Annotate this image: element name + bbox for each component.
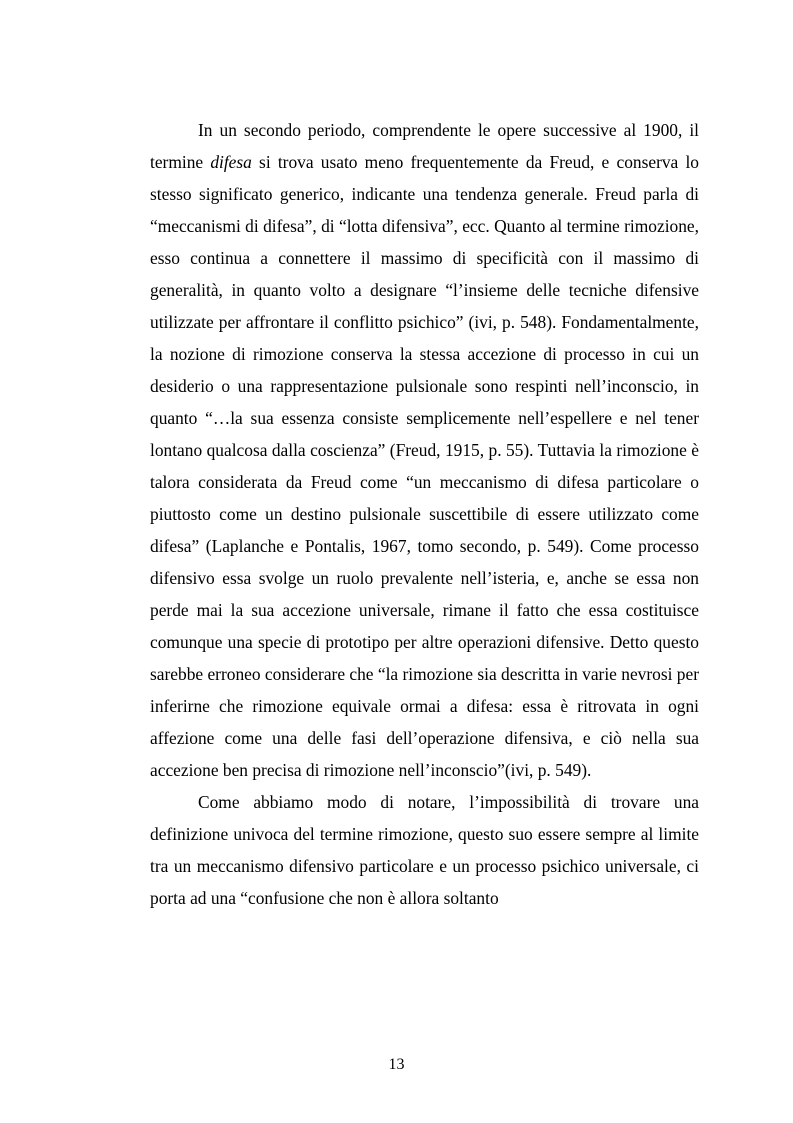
page-body <box>150 114 699 914</box>
paragraph-1-text-rest: si trova usato meno frequentemente da Freud, e conserva lo stesso significato generico, indicante una tendenza generale. Freud parla di “meccanismi di difesa”, di “lotta difensiva”, ecc. Quanto al termine rimozione, esso continua a connettere il massimo di specificità con il massimo di generalità, in quanto volto a designare “l’insieme delle tecniche difensive utilizzate per affrontare il conflitto psichico” (ivi, p. 548). Fondamentalmente, la nozione di rimozione conserva la stessa accezione di processo in cui un desiderio o una rappresentazione pulsionale sono respinti nell’inconscio, in quanto “…la sua essenza consiste semplicemente nell’espellere e nel tener lontano qualcosa dalla coscienza” (Freud, 1915, p. 55). Tuttavia la rimozione è talora considerata da Freud come “un meccanismo di difesa particolare o piuttosto come un destino pulsionale suscettibile di essere utilizzato come difesa” (Laplanche e Pontalis, 1967, tomo secondo, p. 549). Come processo difensivo essa svolge un ruolo prevalente nell’isteria, e, anche se essa non perde mai la sua accezione universale, rimane il fatto che essa costituisce comunque una specie di prototipo per altre operazioni difensive. Detto questo sarebbe erroneo considerare che “la rimozione sia descritta in varie nevrosi per inferirne che rimozione equivale ormai a difesa: essa è ritrovata in ogni affezione come una delle fasi dell’operazione difensiva, e ciò nella sua accezione ben precisa di rimozione nell’inconscio”(ivi, p. 549). <box>150 152 699 780</box>
emphasis-term: difesa <box>210 152 252 172</box>
paragraph-1 <box>150 114 699 786</box>
paragraph-2: Come abbiamo modo di notare, l’impossibilità di trovare una definizione univoca del termine rimozione, questo suo essere sempre al limite tra un meccanismo difensivo particolare e un processo psichico universale, ci porta ad una “confusione che non è allora soltanto <box>150 792 699 908</box>
page-number: 13 <box>388 1056 405 1073</box>
paragraph-1-text-start: In un secondo periodo, comprendente le opere successive al 1900, il termine <box>150 120 699 172</box>
